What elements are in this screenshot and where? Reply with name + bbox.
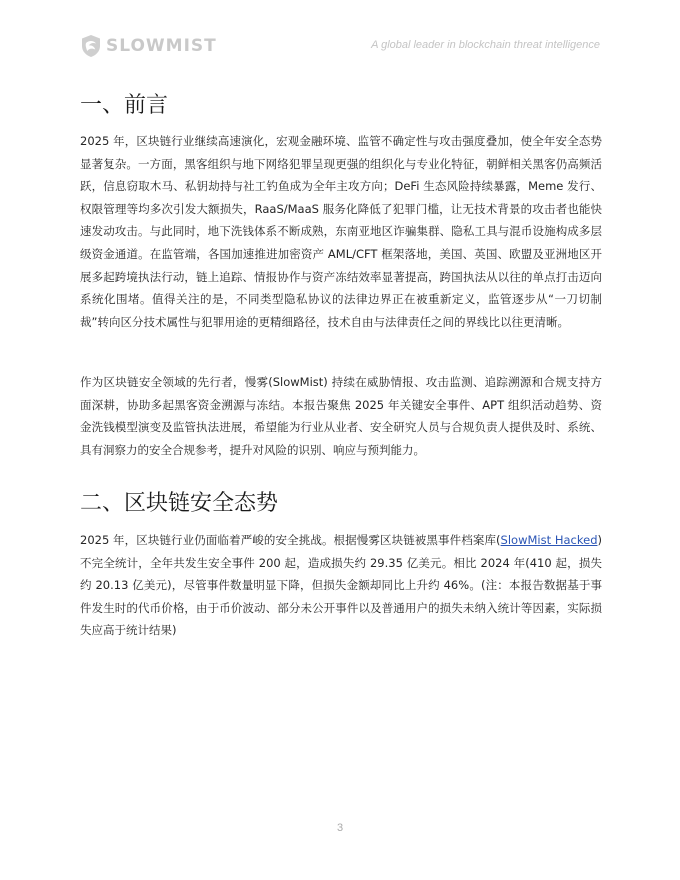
section-heading-intro: 一、前言 [80,93,169,118]
paragraph-text-before-link: 2025 年，区块链行业仍面临着严峻的安全挑战。根据慢雾区块链被黑事件档案库( [80,533,501,547]
slowmist-hacked-link[interactable]: SlowMist Hacked [500,533,598,547]
paragraph-text-after-link: )不完全统计，全年共发生安全事件 200 起，造成损失约 29.35 亿美元。相比 2024 年(410 起，损失约 20.13 亿美元)，尽管事件数量明显下降，但损失金额却同比上升约 46%。(注：本报告数据基于事件发生时的代币价格，由于币价波动、部分未公开事件以及普通用户的损失未纳入统计等因素，实际损失应高于统计结果) [80,533,603,638]
page-header [80,34,600,60]
logo-wordmark: SLOWMIST [106,36,217,56]
slowmist-logo [80,34,217,58]
intro-paragraph-1: 2025 年，区块链行业继续高速演化，宏观金融环境、监管不确定性与攻击强度叠加，使全年安全态势显著复杂。一方面，黑客组织与地下网络犯罪呈现更强的组织化与专业化特征，朝鲜相关黑客仍高频活跃，信息窃取木马、私钥劫持与社工钓鱼成为全年主攻方向；DeFi 生态风险持续暴露，Meme 发行、权限管理等均多次引发大额损失，RaaS/MaaS 服务化降低了犯罪门槛，让无技术背景的攻击者也能快速发动攻击。与此同时，地下洗钱体系不断成熟，东南亚地区诈骗集群、隐私工具与混币设施构成多层级资金通道。在监管端，各国加速推进加密资产 AML/CFT 框架落地，美国、英国、欧盟及亚洲地区开展多起跨境执法行动，链上追踪、情报协作与资产冻结效率显著提高，跨国执法从以往的单点打击迈向系统化围堵。值得关注的是，不同类型隐私协议的法律边界正在被重新定义，监管逐步从“一刀切制裁”转向区分技术属性与犯罪用途的更精细路径，技术自由与法律责任之间的界线比以往更清晰。 [80,134,602,329]
section-heading-security-state: 二、区块链安全态势 [80,491,279,516]
page-number: 3 [336,822,344,834]
header-tagline: A global leader in blockchain threat intelligence [371,39,600,51]
intro-paragraph-2: 作为区块链安全领域的先行者，慢雾(SlowMist) 持续在威胁情报、攻击监测、追踪溯源和合规支持方面深耕，协助多起黑客资金溯源与冻结。本报告聚焦 2025 年关键安全事件、APT 组织活动趋势、资金洗钱模型演变及监管执法进展，希望能为行业从业者、安全研究人员与合规负责人提供及时、系统、具有洞察力的安全合规参考，提升对风险的识别、响应与预判能力。 [80,375,602,457]
shield-logo-icon [80,34,102,58]
security-state-paragraph [80,529,602,642]
